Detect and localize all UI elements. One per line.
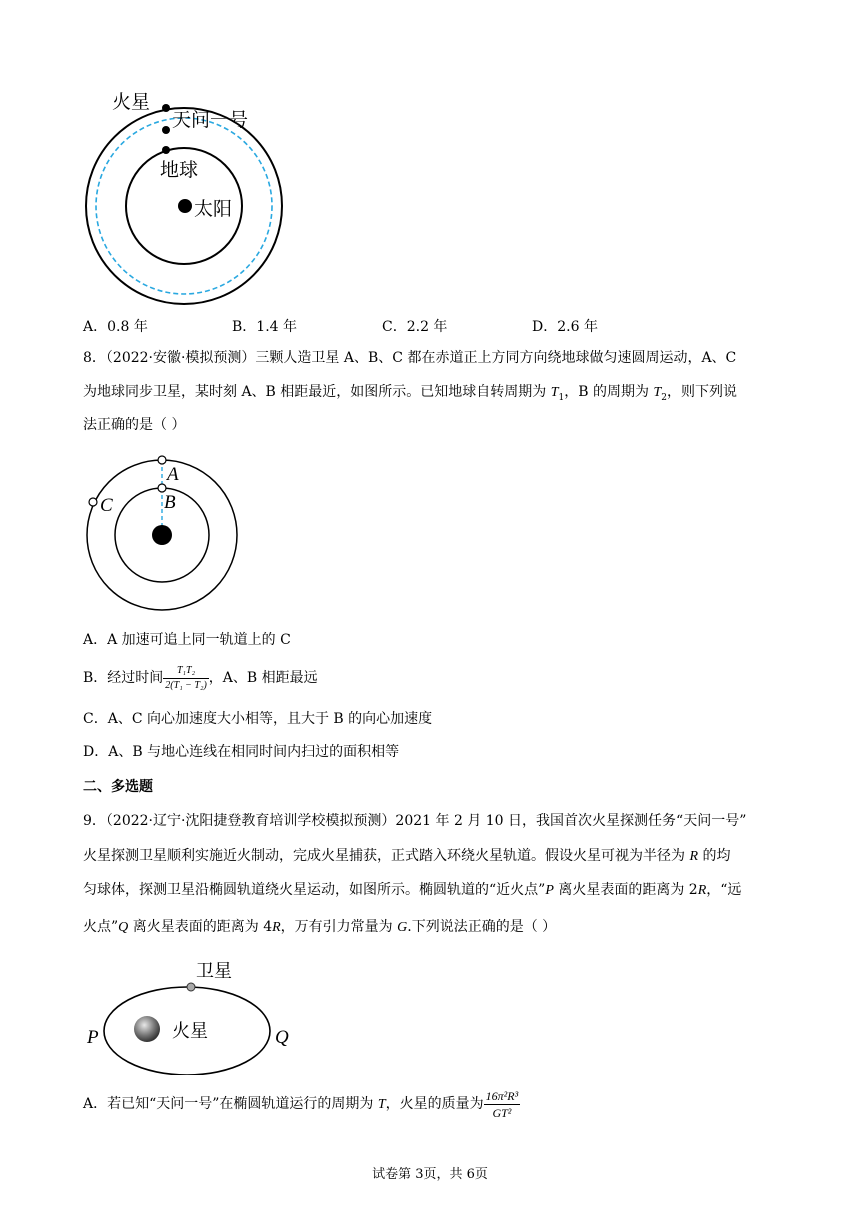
satellite-c <box>89 498 97 506</box>
mars-body <box>134 1016 160 1042</box>
q7-option-d: D．2.6 年 <box>532 319 598 335</box>
q8-stem-line2: 为地球同步卫星，某时刻 A、B 相距最近，如图所示。已知地球自转周期为 $T_1$，B 的周期为 $T_2$，则下列说 <box>83 384 738 403</box>
q9-option-a: A．若已知“天问一号”在椭圆轨道运行的周期为 T，火星的质量为 $\frac{\text{16π²R³}}{\text{GT²}}$ <box>83 1088 519 1120</box>
label-mars: 火星 <box>112 91 151 113</box>
sun-dot <box>178 199 192 213</box>
q9-stem-line3: 匀球体，探测卫星沿椭圆轨道绕火星运动，如图所示。椭圆轨道的“近火点”P 离火星表面的距离为 2R，“远 <box>83 882 742 898</box>
q8-stem-line3: 法正确的是（ ） <box>83 417 186 433</box>
satellite-dot <box>187 983 195 991</box>
q8-option-c: C．A、C 向心加速度大小相等，且大于 B 的向心加速度 <box>83 711 433 727</box>
q8-stem-line1: 8．（2022·安徽·模拟预测）三颗人造卫星 A、B、C 都在赤道正上方同方向绕地球做匀速圆周运动，A、C <box>83 350 737 366</box>
page-footer: 试卷第 3页，共 6页 <box>372 1167 488 1182</box>
label-c: C <box>100 495 113 516</box>
satellite-a <box>158 456 166 464</box>
label-q: Q <box>275 1027 289 1048</box>
label-mars: 火星 <box>172 1021 208 1042</box>
q8-option-a: A．A 加速可追上同一轨道上的 C <box>83 632 291 648</box>
earth-body <box>152 525 172 545</box>
q7-option-a: A．0.8 年 <box>83 319 148 335</box>
orbit-diagram-satellites <box>80 450 250 620</box>
label-earth: 地球 <box>160 159 199 181</box>
probe-dot <box>162 126 170 134</box>
earth-dot <box>162 146 170 154</box>
q9-stem-line2: 火星探测卫星顺利实施近火制动，完成火星捕获，正式踏入环绕火星轨道。假设火星可视为半径为 R 的均 <box>83 848 731 864</box>
q9-stem-line4: 火点”Q 离火星表面的距离为 4R，万有引力常量为 G.下列说法正确的是（ ） <box>83 919 557 935</box>
label-b: B <box>164 492 176 513</box>
label-satellite: 卫星 <box>196 961 232 982</box>
elliptical-orbit-diagram <box>80 955 300 1075</box>
q8-option-b: B．经过时间 $\frac{\text{T₁T₂}}{\text{2(T₁ − T₂)}}$ ，A、B 相距最远 <box>83 664 318 691</box>
label-probe: 天问一号 <box>172 109 249 131</box>
label-a: A <box>167 464 179 485</box>
label-p: P <box>87 1027 99 1048</box>
section-heading-multiple-choice: 二、多选题 <box>83 779 153 795</box>
label-sun: 太阳 <box>194 198 233 220</box>
q8-option-d: D．A、B 与地心连线在相同时间内扫过的面积相等 <box>83 744 400 760</box>
satellite-b <box>158 484 166 492</box>
mars-dot <box>162 104 170 112</box>
q9-stem-line1: 9．（2022·辽宁·沈阳捷登教育培训学校模拟预测）2021 年 2 月 10 日，我国首次火星探测任务“天问一号” <box>83 813 747 829</box>
q7-option-c: C．2.2 年 <box>382 319 448 335</box>
orbit-diagram-mars-earth <box>80 80 290 310</box>
q7-option-b: B．1.4 年 <box>232 319 298 335</box>
